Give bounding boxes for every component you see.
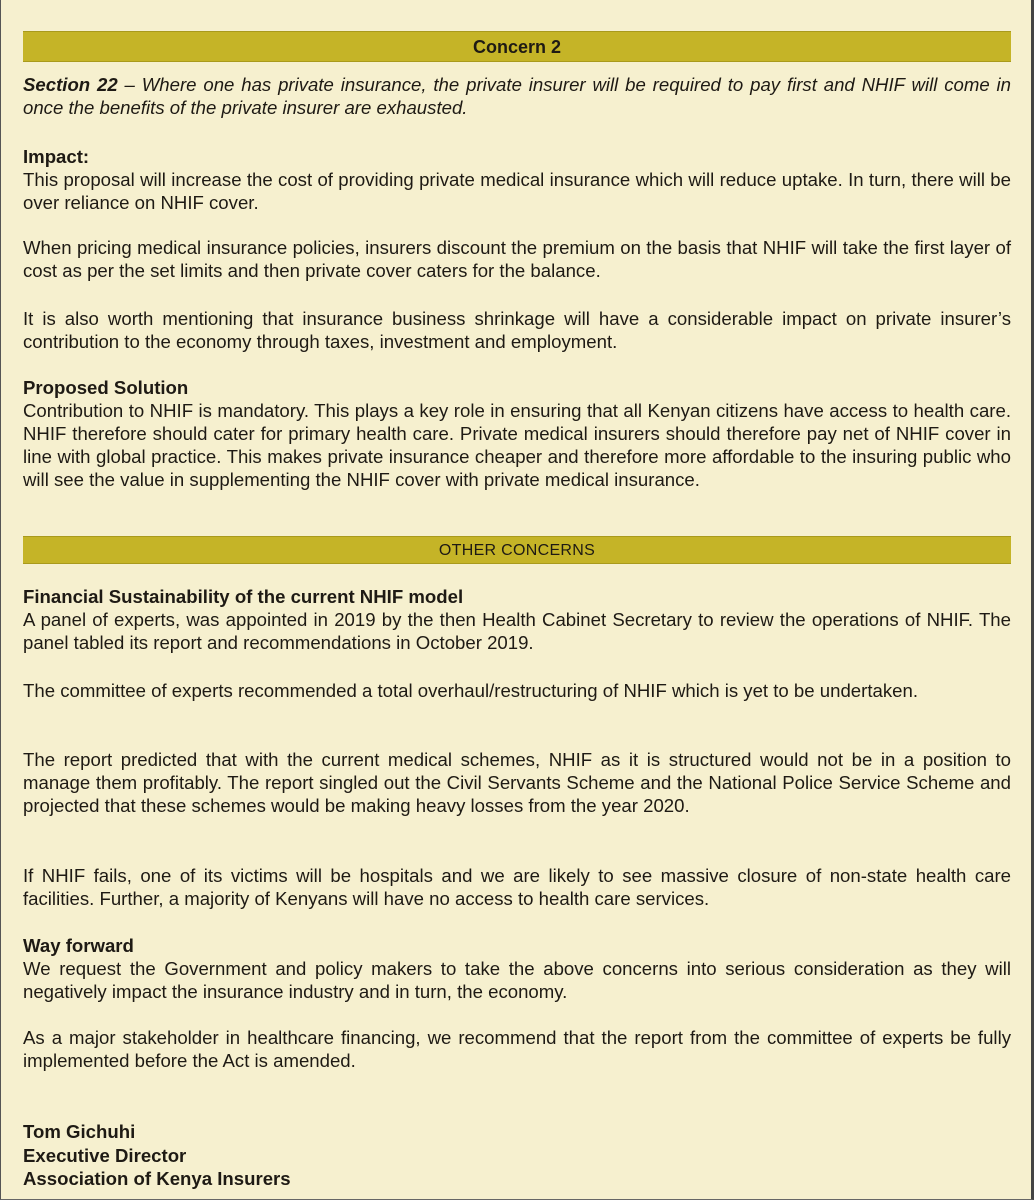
financial-paragraph-2: The committee of experts recommended a total overhaul/restructuring of NHIF which is yet to be undertaken. [23, 680, 918, 701]
impact-paragraph-1: This proposal will increase the cost of providing private medical insurance which will reduce uptake. In turn, there will be over reliance on NHIF cover. [23, 169, 1011, 213]
impact-heading: Impact: [23, 146, 90, 167]
concern-2-banner [23, 31, 1011, 62]
financial-paragraph-1: A panel of experts, was appointed in 2019 by the then Health Cabinet Secretary to review the operations of NHIF. The panel tabled its report and recommendations in October 2019. [23, 609, 1011, 653]
section-label: Section 22 [23, 74, 118, 95]
impact-paragraph-2: When pricing medical insurance policies, insurers discount the premium on the basis that NHIF will take the first layer of cost as per the set limits and then private cover caters for the balance. [23, 237, 1011, 281]
proposed-solution-heading: Proposed Solution [23, 377, 189, 398]
section-text: – Where one has private insurance, the private insurer will be required to pay first and NHIF will come in once the benefits of the private insurer are exhausted. [23, 74, 1011, 118]
way-forward-paragraph-2: As a major stakeholder in healthcare financing, we recommend that the report from the committee of experts be fully implemented before the Act is amended. [23, 1027, 1011, 1071]
impact-paragraph-3: It is also worth mentioning that insurance business shrinkage will have a considerable impact on private insurer’s contribution to the economy through taxes, investment and employment. [23, 308, 1011, 352]
section-22-paragraph [23, 73, 1011, 119]
way-forward-paragraph-1: We request the Government and policy makers to take the above concerns into serious consideration as they will negatively impact the insurance industry and in turn, the economy. [23, 958, 1011, 1002]
signatory-name: Tom Gichuhi [23, 1121, 136, 1142]
other-concerns-title: OTHER CONCERNS [438, 542, 596, 559]
proposed-solution-paragraph: Contribution to NHIF is mandatory. This plays a key role in ensuring that all Kenyan citizens have access to health care. NHIF therefore should cater for primary health care. Private medical insurers should therefore pay net of NHIF cover in line with global practice. This makes private insurance cheaper and therefore more affordable to the insuring public who will see the value in supplementing the NHIF cover with private medical insurance. [23, 400, 1011, 490]
signatory-role: Executive Director [23, 1144, 187, 1166]
signatory-organization: Association of Kenya Insurers [23, 1168, 291, 1189]
other-concerns-banner [23, 536, 1011, 564]
concern-2-title: Concern 2 [472, 37, 562, 57]
financial-sustainability-heading: Financial Sustainability of the current NHIF model [23, 586, 464, 607]
financial-paragraph-4: If NHIF fails, one of its victims will be hospitals and we are likely to see massive closure of non-state health care facilities. Further, a majority of Kenyans will have no access to health care services. [23, 865, 1011, 909]
signature-block [23, 1120, 291, 1191]
way-forward-heading: Way forward [23, 935, 134, 956]
financial-paragraph-3: The report predicted that with the current medical schemes, NHIF as it is structured would not be in a position to manage them profitably. The report singled out the Civil Servants Scheme and the National Police Service Scheme and projected that these schemes would be making heavy losses from the year 2020. [23, 749, 1011, 816]
